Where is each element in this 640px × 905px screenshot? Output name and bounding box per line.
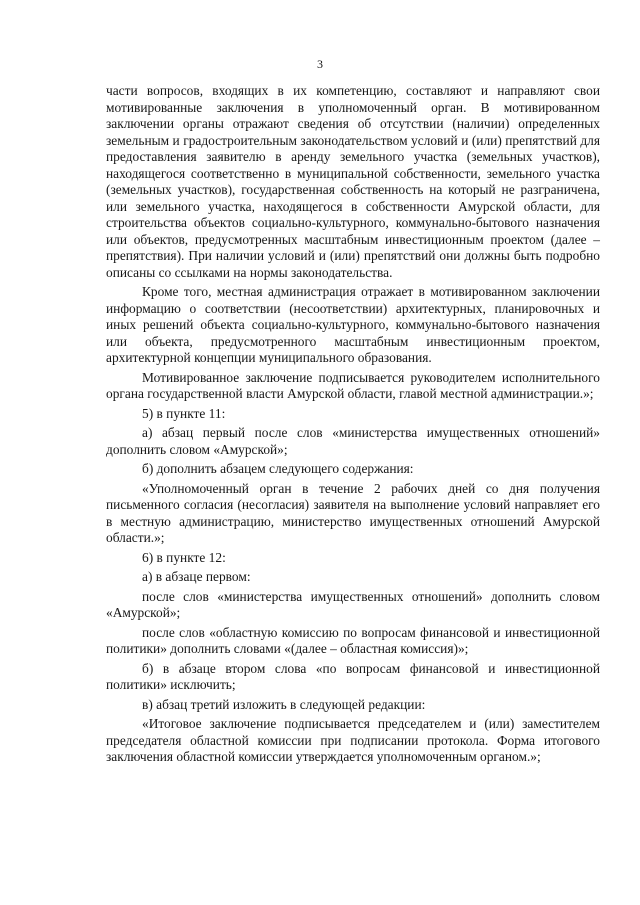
paragraph-item-6c-text: «Итоговое заключение подписывается председателем и (или) заместителем председателя областной комиссии при подписании протокола. Форма итогового заключения областной комиссии утверждается уполномоченным органом.»; <box>106 716 600 764</box>
page-number: 3 <box>317 57 323 71</box>
paragraph-administration-info: Кроме того, местная администрация отражает в мотивированном заключении информацию о соответствии (несоответствии) архитектурных, планировочных и иных решений объекта социально-культурного, коммунально-бытового назначения или объекта, предусмотренного масштабным инвестиционным проектом, архитектурной концепции муниципального образования. <box>106 284 600 365</box>
paragraph-item-5b: б) дополнить абзацем следующего содержания: <box>142 461 414 476</box>
document-body <box>106 83 600 769</box>
paragraph-approval-conclusions: части вопросов, входящих в их компетенцию, составляют и направляют свои мотивированные заключения в уполномоченный орган. В мотивированном заключении органы отражают сведения об отсутствии (наличии) определенных земельным и градостроительным законодательством условий и (или) препятствий для предоставления заявителю в аренду земельного участка (земельных участков), находящегося соответственно в муниципальной собственности, земельного участка (земельных участков), государственная собственность на который не разграничена, или земельного участка, находящегося в собственности Амурской области, для строительства объектов социально-культурного, коммунально-бытового назначения или объектов, предусмотренных масштабным инвестиционным проектом (далее – препятствия). При наличии условий и (или) препятствий они должны быть подробно описаны со ссылками на нормы законодательства. <box>106 83 600 280</box>
paragraph-item-6: 6) в пункте 12: <box>142 549 226 565</box>
paragraph-item-5b-text: «Уполномоченный орган в течение 2 рабочих дней со дня получения письменного согласия (несогласия) заявителя на выполнение условий направляет его в местную администрацию, министерство имущественных отношений Амурской области.»; <box>106 480 600 545</box>
paragraph-item-6a-2: после слов «областную комиссию по вопросам финансовой и инвестиционной политики» дополнить словами «(далее – областная комиссия)»; <box>106 624 600 656</box>
paragraph-signature: Мотивированное заключение подписывается руководителем исполнительного органа государственной власти Амурской области, главой местной администрации.»; <box>106 369 600 401</box>
paragraph-item-6b: б) в абзаце втором слова «по вопросам финансовой и инвестиционной политики» исключить; <box>106 660 600 692</box>
paragraph-item-6a-1: после слов «министерства имущественных отношений» дополнить словом «Амурской»; <box>106 588 600 620</box>
paragraph-item-6a: а) в абзаце первом: <box>142 569 251 584</box>
paragraph-item-5a: а) абзац первый после слов «министерства имущественных отношений» дополнить словом «Амурской»; <box>106 425 600 457</box>
paragraph-item-5: 5) в пункте 11: <box>142 405 226 421</box>
paragraph-item-6c: в) абзац третий изложить в следующей редакции: <box>142 696 426 712</box>
